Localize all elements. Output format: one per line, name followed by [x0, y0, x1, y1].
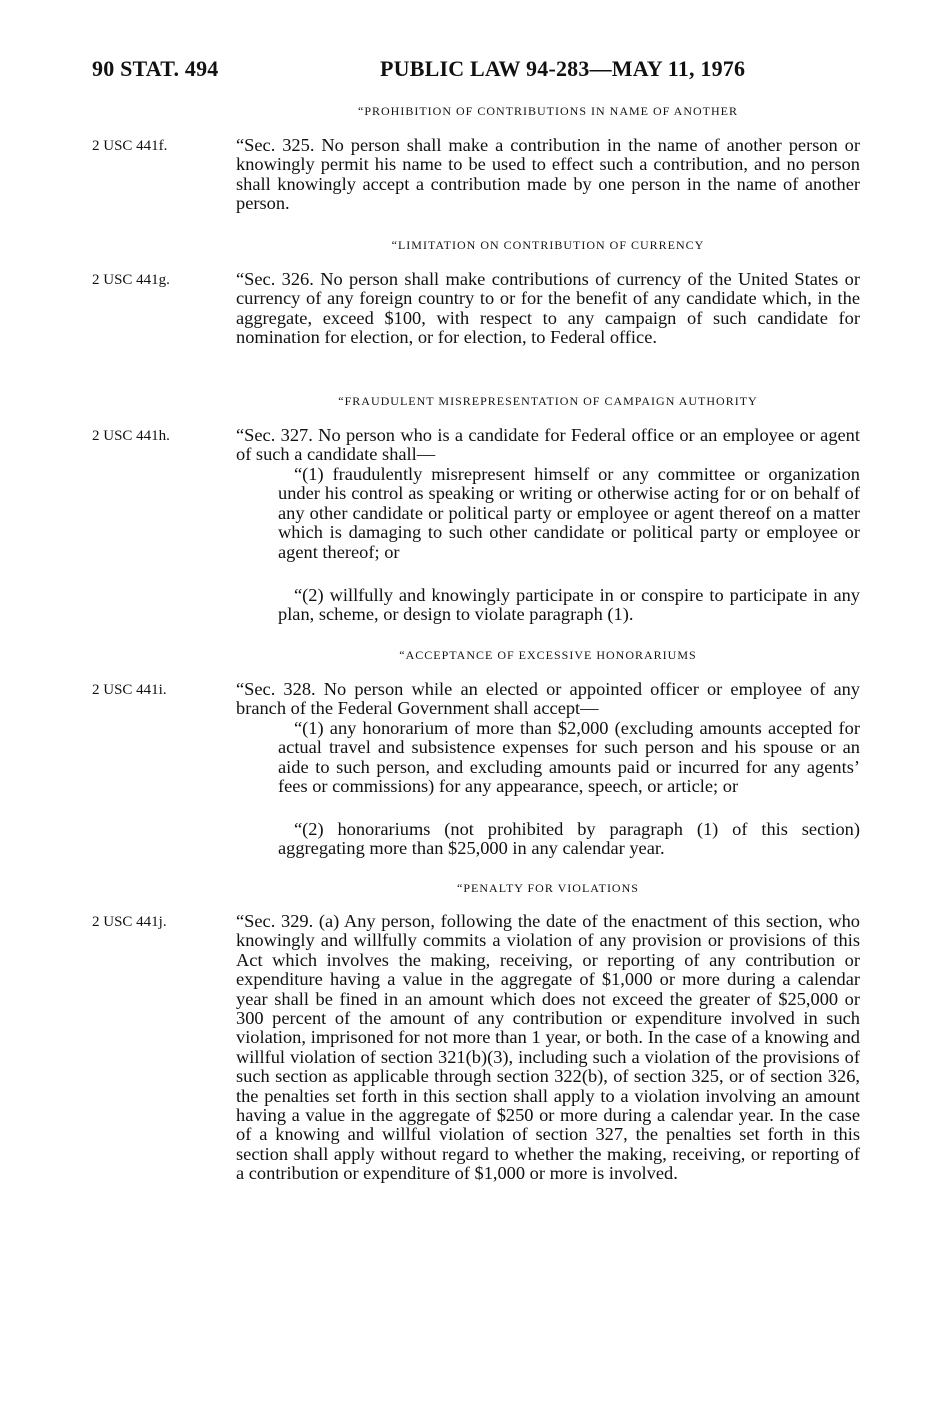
section-text: “Sec. 328. No person while an elected or appointed officer or employee of any branch of the Federal Government shall accept— — [236, 679, 860, 719]
margin-citation: 2 USC 441g. — [92, 272, 170, 288]
paragraph-item: “(1) fraudulently misrepresent himself or any committee or organization under his control as speaking or writing or otherwise acting for or on behalf of any other candidate or political party or employee or agent thereof on a matter which is damaging to such other candidate or political party or employee or agent thereof; or — [278, 464, 860, 562]
section-heading: “ACCEPTANCE OF EXCESSIVE HONORARIUMS — [399, 648, 697, 662]
section-text: “Sec. 329. (a) Any person, following the date of the enactment of this section, who knowingly and willfully commits a violation of any provision or provisions of this Act which involves the making, receiving, or reporting of any contribution or expenditure having a value in the aggregate of $1,000 or more during a calendar year shall be fined in an amount which does not exceed the greater of $25,000 or 300 percent of the amount of any contribution or expenditure involved in such violation, imprisoned for not more than 1 year, or both. In the case of a knowing and willful violation of section 321(b)(3), including such a violation of the provisions of such section as applicable through section 322(b), of section 325, or of section 326, the penalties set forth in this section shall apply to a violation involving an amount having a value in the aggregate of $250 or more during a calendar year. In the case of a knowing and willful violation of section 327, the penalties set forth in this section shall apply without regard to whether the making, receiving, or reporting of a contribution or expenditure of $1,000 or more is involved. — [236, 911, 860, 1184]
statute-page-number: 90 STAT. 494 — [92, 56, 219, 81]
section-heading: “FRAUDULENT MISREPRESENTATION OF CAMPAIGN AUTHORITY — [338, 394, 758, 408]
margin-citation: 2 USC 441f. — [92, 138, 168, 154]
paragraph-item: “(1) any honorarium of more than $2,000 (excluding amounts accepted for actual travel and subsistence expenses for such person and his spouse or an aide to such person, and excluding amounts paid or incurred for any agents’ fees or commissions) for any appearance, speech, or article; or — [278, 718, 860, 797]
margin-citation: 2 USC 441h. — [92, 428, 170, 444]
section-text: “Sec. 326. No person shall make contributions of currency of the United States or currency of any foreign country to or for the benefit of any candidate which, in the aggregate, exceed $100, with respect to any campaign of such candidate for nomination for election, or for election, to Federal office. — [236, 269, 860, 348]
section-heading: “PENALTY FOR VIOLATIONS — [457, 881, 639, 895]
section-text: “Sec. 327. No person who is a candidate for Federal office or an employee or agent of such a candidate shall— — [236, 425, 860, 465]
paragraph-item: “(2) willfully and knowingly participate in or conspire to participate in any plan, scheme, or design to violate paragraph (1). — [278, 585, 860, 625]
margin-citation: 2 USC 441i. — [92, 682, 167, 698]
section-text: “Sec. 325. No person shall make a contribution in the name of another person or knowingly permit his name to be used to effect such a contribution, and no person shall knowingly accept a contribution made by one person in the name of another person. — [236, 135, 860, 214]
margin-citation: 2 USC 441j. — [92, 914, 167, 930]
public-law-title: PUBLIC LAW 94-283—MAY 11, 1976 — [380, 56, 746, 81]
section-heading: “LIMITATION ON CONTRIBUTION OF CURRENCY — [391, 238, 705, 252]
section-heading: “PROHIBITION OF CONTRIBUTIONS IN NAME OF ANOTHER — [358, 104, 738, 118]
paragraph-item: “(2) honorariums (not prohibited by paragraph (1) of this section) aggregating more than $25,000 in any calendar year. — [278, 819, 860, 859]
